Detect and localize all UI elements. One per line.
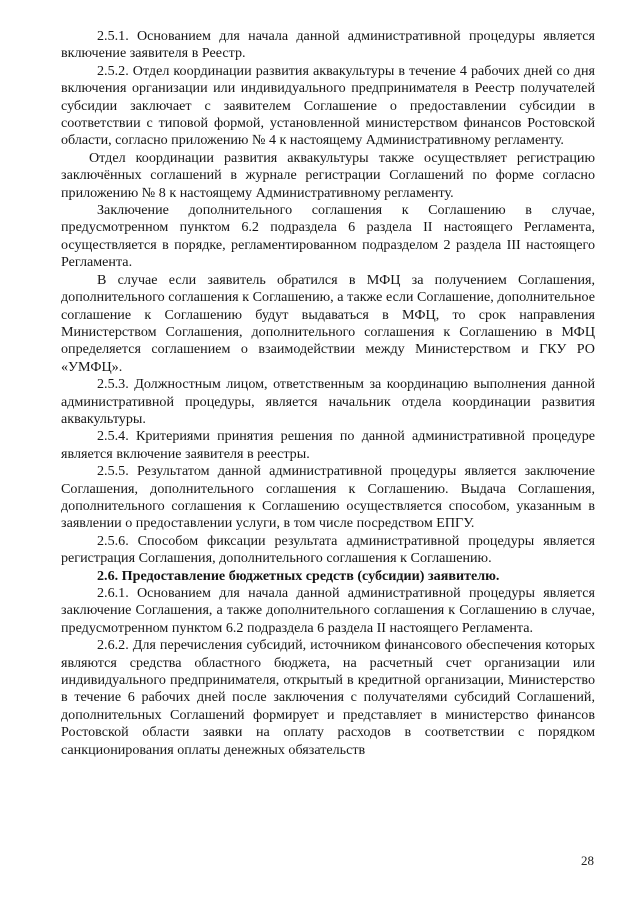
paragraph-mfc: В случае если заявитель обратился в МФЦ за получением Соглашения, дополнительного соглашения к Соглашению, а также если Соглашение, дополнительное соглашение к Соглашению будут выдаваться в МФЦ, то срок направления Министерством Соглашения, дополнительного соглашения к Соглашению в МФЦ определяется соглашением о взаимодействии между Министерством и ГКУ РО «УМФЦ». xyxy=(61,271,595,375)
paragraph-2-5-2: 2.5.2. Отдел координации развития аквакультуры в течение 4 рабочих дней со дня включения организации или индивидуального предпринимателя в Реестр получателей субсидии заключает с заявителем Соглашение о предоставлении субсидии в соответствии с типовой формой, установленной министерством финансов Ростовской области, согласно приложению № 4 к настоящему Административному регламенту. xyxy=(61,62,595,149)
paragraph-registration: Отдел координации развития аквакультуры также осуществляет регистрацию заключённых соглашений в журнале регистрации Соглашений по форме согласно приложению № 8 к настоящему Административному регламенту. xyxy=(61,149,595,201)
paragraph-2-5-6: 2.5.6. Способом фиксации результата административной процедуры является регистрация Соглашения, дополнительного соглашения к Соглашению. xyxy=(61,532,595,567)
paragraph-2-5-4: 2.5.4. Критериями принятия решения по данной административной процедурe является включение заявителя в реестры. xyxy=(61,428,595,462)
paragraph-2-5-3: 2.5.3. Должностным лицом, ответственным за координацию выполнения данной административной процедуры, является начальник отдела координации развития аквакультуры. xyxy=(61,376,595,427)
paragraph-2-6-2: 2.6.2. Для перечисления субсидий, источником финансового обеспечения которых являются средства областного бюджета, на расчетный счет организации или индивидуального предпринимателя, открытый в кредитной организации, Министерство в течение 6 рабочих дней после заключения с получателями субсидий Соглашений, дополнительных Соглашений формирует и представляет в министерство финансов Ростовской области заявки на оплату расходов в соответствии с порядком санкционирования оплаты денежных обязательств xyxy=(61,637,595,758)
section-heading-2-6: 2.6. Предоставление бюджетных средств (субсидии) заявителю. xyxy=(97,567,500,584)
page-number: 28 xyxy=(581,853,594,868)
paragraph-2-5-5: 2.5.5. Результатом данной административной процедуры является заключение Соглашения, дополнительного соглашения к Соглашению. Выдача Соглашения, дополнительного соглашения к Соглашению осуществляется способом, указанным в заявлении о предоставлении услуги, в том числе посредством ЕПГУ. xyxy=(61,463,595,532)
paragraph-additional-agreement: Заключение дополнительного соглашения к Соглашению в случае, предусмотренном пунктом 6.2 подраздела 6 раздела II настоящего Регламента, осуществляется в порядке, регламентированном подразделом 2 раздела III настоящего Регламента. xyxy=(61,202,595,271)
paragraph-2-5-1: 2.5.1. Основанием для начала данной административной процедуры является включение заявителя в Реестр. xyxy=(61,28,595,62)
paragraph-2-6-1: 2.6.1. Основанием для начала данной административной процедуры является заключение Соглашения, а также дополнительного соглашения к Соглашению в случае, предусмотренном пунктом 6.2 подраздела 6 раздела II настоящего Регламента. xyxy=(61,585,595,636)
document-body xyxy=(61,28,595,759)
